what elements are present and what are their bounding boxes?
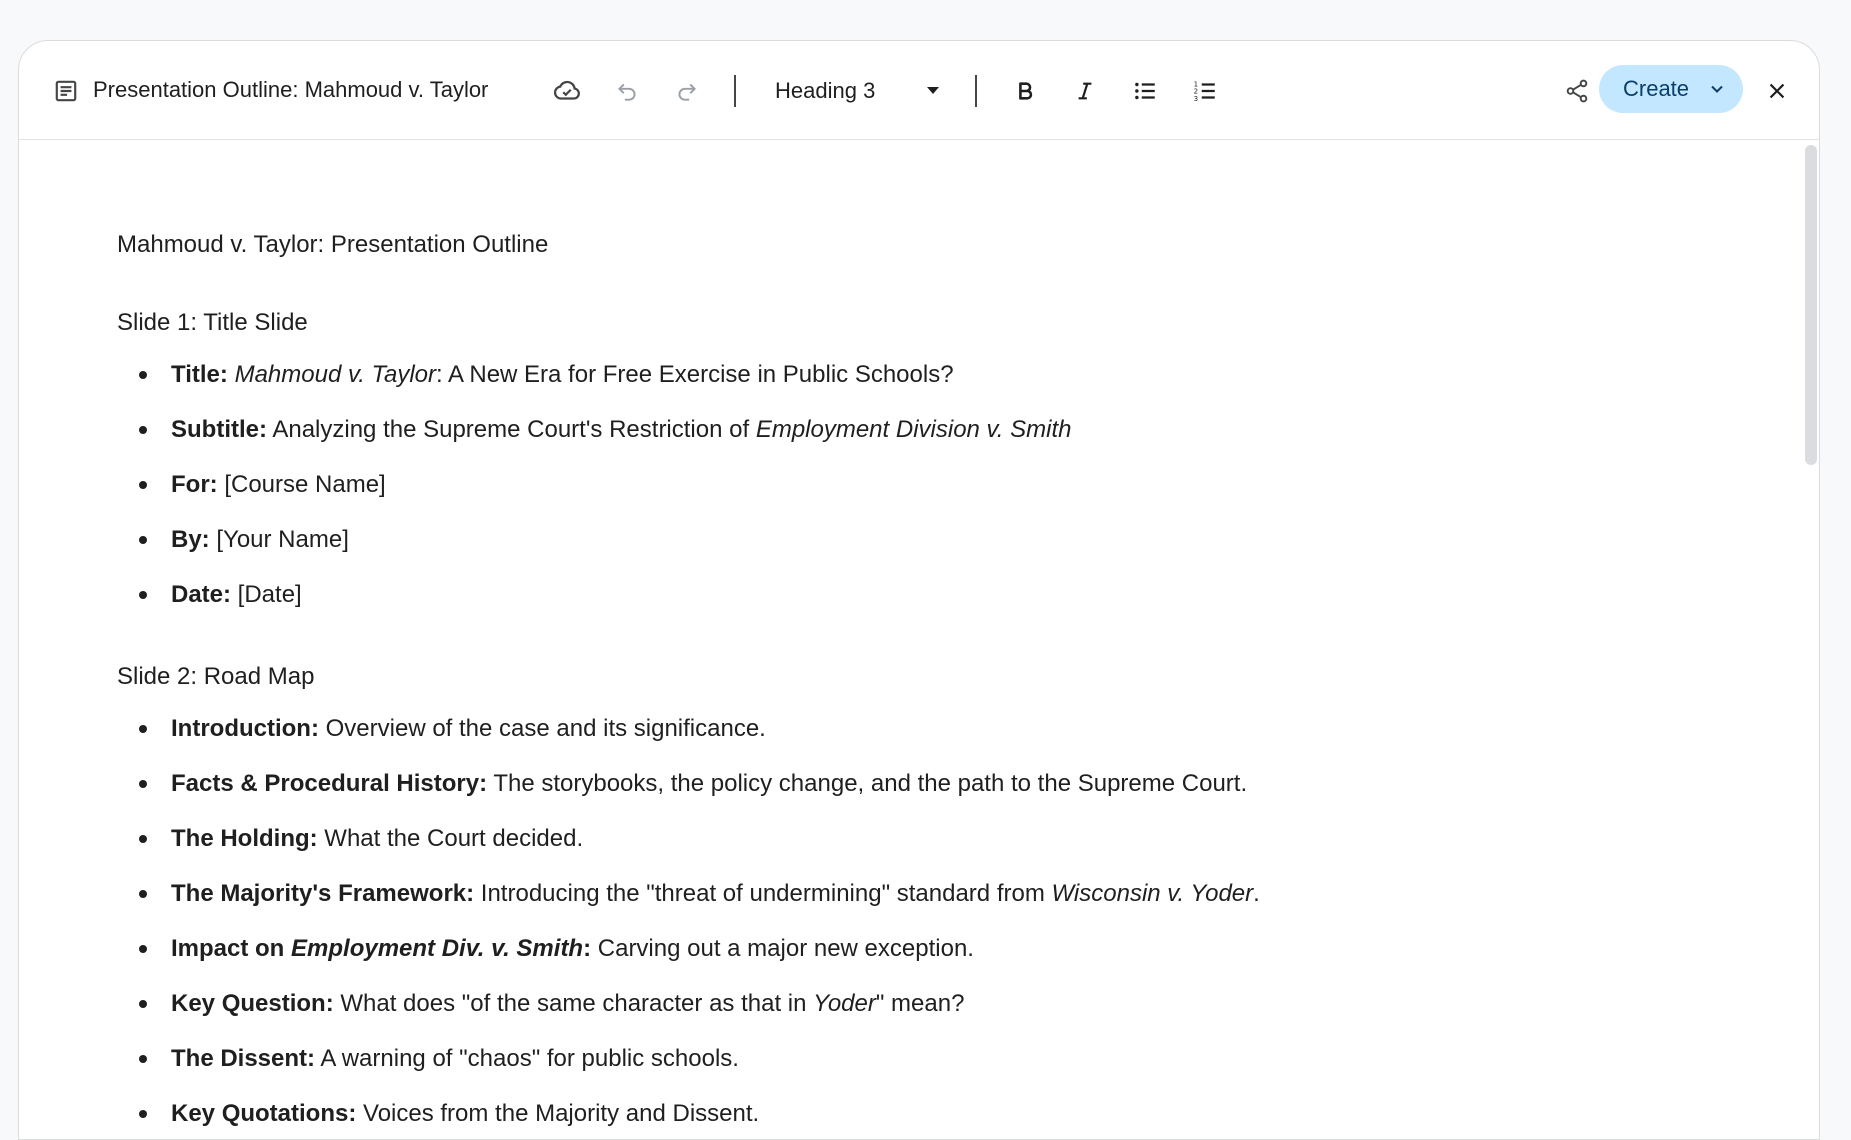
list-item-text [171,988,964,1020]
list-item-label: The Majority's Framework: [171,880,475,907]
bullet-dot [139,725,147,733]
list-item-label-tail: : [583,935,592,962]
list-item-text [171,933,974,965]
dropdown-caret-icon [927,87,939,94]
svg-text:3: 3 [1193,93,1199,103]
list-item-text [171,823,583,855]
undo-icon[interactable] [607,71,647,111]
list-item-label: Key Quotations: [171,1100,357,1127]
share-icon[interactable] [1557,71,1597,111]
document-body[interactable] [117,139,1779,1139]
list-item-label-italic: Employment Div. v. Smith [291,935,584,962]
close-icon[interactable] [1757,71,1797,111]
bullet-dot [139,371,147,379]
list-item-label: Impact on [171,935,292,962]
document-title[interactable]: Presentation Outline: Mahmoud v. Taylor [93,77,489,102]
bold-icon[interactable] [1005,71,1045,111]
numbered-list-icon[interactable] [1185,71,1225,111]
bullet-dot [139,1000,147,1008]
body-text: . [1253,880,1260,907]
list-item-text [171,1098,759,1130]
chevron-down-icon [1707,79,1727,99]
list-item-label: Title: [171,361,228,388]
document-icon [53,78,79,104]
list-item-label: The Dissent: [171,1045,316,1072]
svg-text:2: 2 [1193,86,1199,96]
list-item-text [171,713,766,745]
list-item-label: Date: [171,581,232,608]
slide2-heading: Slide 2: Road Map [117,663,315,690]
bullet-dot [139,536,147,544]
toolbar [19,41,1819,140]
cloud-saved-icon[interactable] [547,71,587,111]
body-text: [Your Name] [209,526,349,553]
create-button[interactable] [1599,65,1743,113]
body-text: : A New Era for Free Exercise in Public Schools? [436,361,954,388]
body-text: [Date] [231,581,302,608]
bullet-dot [139,591,147,599]
body-text: Voices from the Majority and Dissent. [356,1100,760,1127]
bullet-dot [139,780,147,788]
list-item-label: The Holding: [171,825,318,852]
body-text: [Course Name] [217,471,386,498]
list-item-label: By: [171,526,210,553]
list-item-text [171,1043,739,1075]
list-item-label: Introduction: [171,715,319,742]
list-item-label: Key Question: [171,990,334,1017]
bullet-dot [139,835,147,843]
list-item-label: Facts & Procedural History: [171,770,488,797]
redo-icon[interactable] [667,71,707,111]
bulleted-list-icon[interactable] [1125,71,1165,111]
list-item-text [171,768,1247,800]
italic-text: Wisconsin v. Yoder [1051,880,1254,907]
italic-text: Mahmoud v. Taylor [234,361,436,388]
italic-icon[interactable] [1065,71,1105,111]
bullet-dot [139,1055,147,1063]
paragraph-style-value: Heading 3 [775,78,876,103]
bullet-dot [139,481,147,489]
body-text: Carving out a major new exception. [591,935,974,962]
slide1-heading: Slide 1: Title Slide [117,309,308,336]
body-text: Analyzing the Supreme Court's Restriction of [267,416,756,443]
body-text: The storybooks, the policy change, and the path to the Supreme Court. [487,770,1248,797]
list-item-label: Subtitle: [171,416,267,443]
list-item-text [171,878,1260,910]
bullet-dot [139,1110,147,1118]
body-text: A warning of "chaos" for public schools. [315,1045,739,1072]
list-item-text [171,524,349,556]
bullet-dot [139,426,147,434]
document-heading: Mahmoud v. Taylor: Presentation Outline [117,231,549,258]
body-text: What the Court decided. [317,825,584,852]
list-item-text [171,414,1071,446]
document-panel [18,40,1820,1140]
bullet-dot [139,890,147,898]
list-item-text [171,359,954,391]
italic-text: Employment Division v. Smith [755,416,1072,443]
list-item-text [171,469,386,501]
body-text: Introducing the "threat of undermining" standard from [474,880,1052,907]
body-text: Overview of the case and its significance. [318,715,766,742]
svg-text:1: 1 [1193,79,1199,89]
italic-text: Yoder [813,990,876,1017]
list-item-label: For: [171,471,218,498]
toolbar-divider [975,75,977,107]
create-button-label: Create [1623,76,1690,101]
body-text [228,361,235,388]
paragraph-style-dropdown[interactable] [759,71,959,111]
bullet-dot [139,945,147,953]
list-item-text [171,579,302,611]
toolbar-divider [734,75,736,107]
body-text: What does "of the same character as that in [333,990,814,1017]
body-text: " mean? [875,990,965,1017]
vertical-scrollbar[interactable] [1805,145,1817,465]
